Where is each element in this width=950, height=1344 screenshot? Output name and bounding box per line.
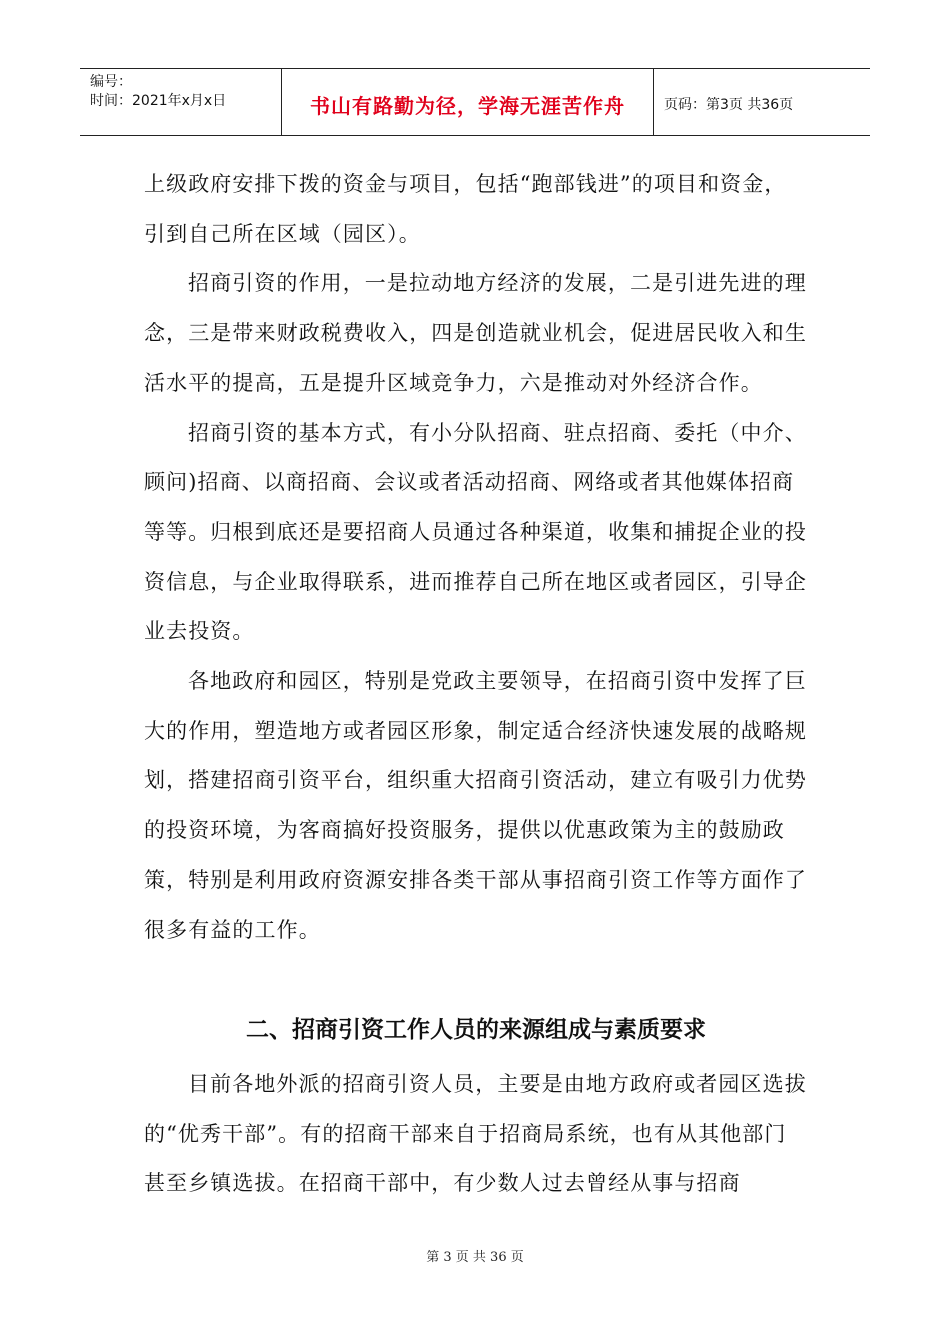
- paragraph-role: 招商引资的作用，一是拉动地方经济的发展，二是引进先进的理念，三是带来财政税费收入，四是创造就业机会，促进居民收入和生活水平的提高，五是提升区域竞争力，六是推动对外经济合作。: [144, 271, 807, 395]
- document-time-label: 时间：2021年x月x日: [90, 93, 227, 109]
- paragraph-government: 各地政府和园区，特别是党政主要领导，在招商引资中发挥了巨大的作用，塑造地方或者园区形象，制定适合经济快速发展的战略规划，搭建招商引资平台，组织重大招商引资活动，建立有吸引力优势的投资环境，为客商搞好投资服务，提供以优惠政策为主的鼓励政策，特别是利用政府资源安排各类干部从事招商引资工作等方面作了很多有益的工作。: [144, 669, 807, 942]
- header-page-info: 页码：第3页 共36页: [664, 97, 794, 113]
- document-number-label: 编号：: [90, 74, 132, 90]
- body-text: [144, 160, 808, 955]
- page-footer: 第 3 页 共 36 页: [426, 1250, 524, 1265]
- section2-text: [144, 1060, 808, 1209]
- paragraph-methods: 招商引资的基本方式，有小分队招商、驻点招商、委托（中介、顾问)招商、以商招商、会议或者活动招商、网络或者其他媒体招商等等。归根到底还是要招商人员通过各种渠道，收集和捕捉企业的投资信息，与企业取得联系，进而推荐自己所在地区或者园区，引导企业去投资。: [144, 420, 807, 644]
- header-meta-cell: [80, 69, 282, 135]
- header-motto: 书山有路勤为径，学海无涯苦作舟: [282, 69, 654, 135]
- document-header: [80, 68, 870, 136]
- paragraph-sources: 目前各地外派的招商引资人员，主要是由地方政府或者园区选拔的“优秀干部”。有的招商干部来自于招商局系统，也有从其他部门甚至乡镇选拔。在招商干部中，有少数人过去曾经从事与招商: [144, 1072, 807, 1196]
- section-heading: 二、招商引资工作人员的来源组成与素质要求: [246, 1017, 706, 1043]
- paragraph-continued: 上级政府安排下拨的资金与项目，包括“跑部钱进”的项目和资金，引到自己所在区域（园区）。: [144, 172, 787, 246]
